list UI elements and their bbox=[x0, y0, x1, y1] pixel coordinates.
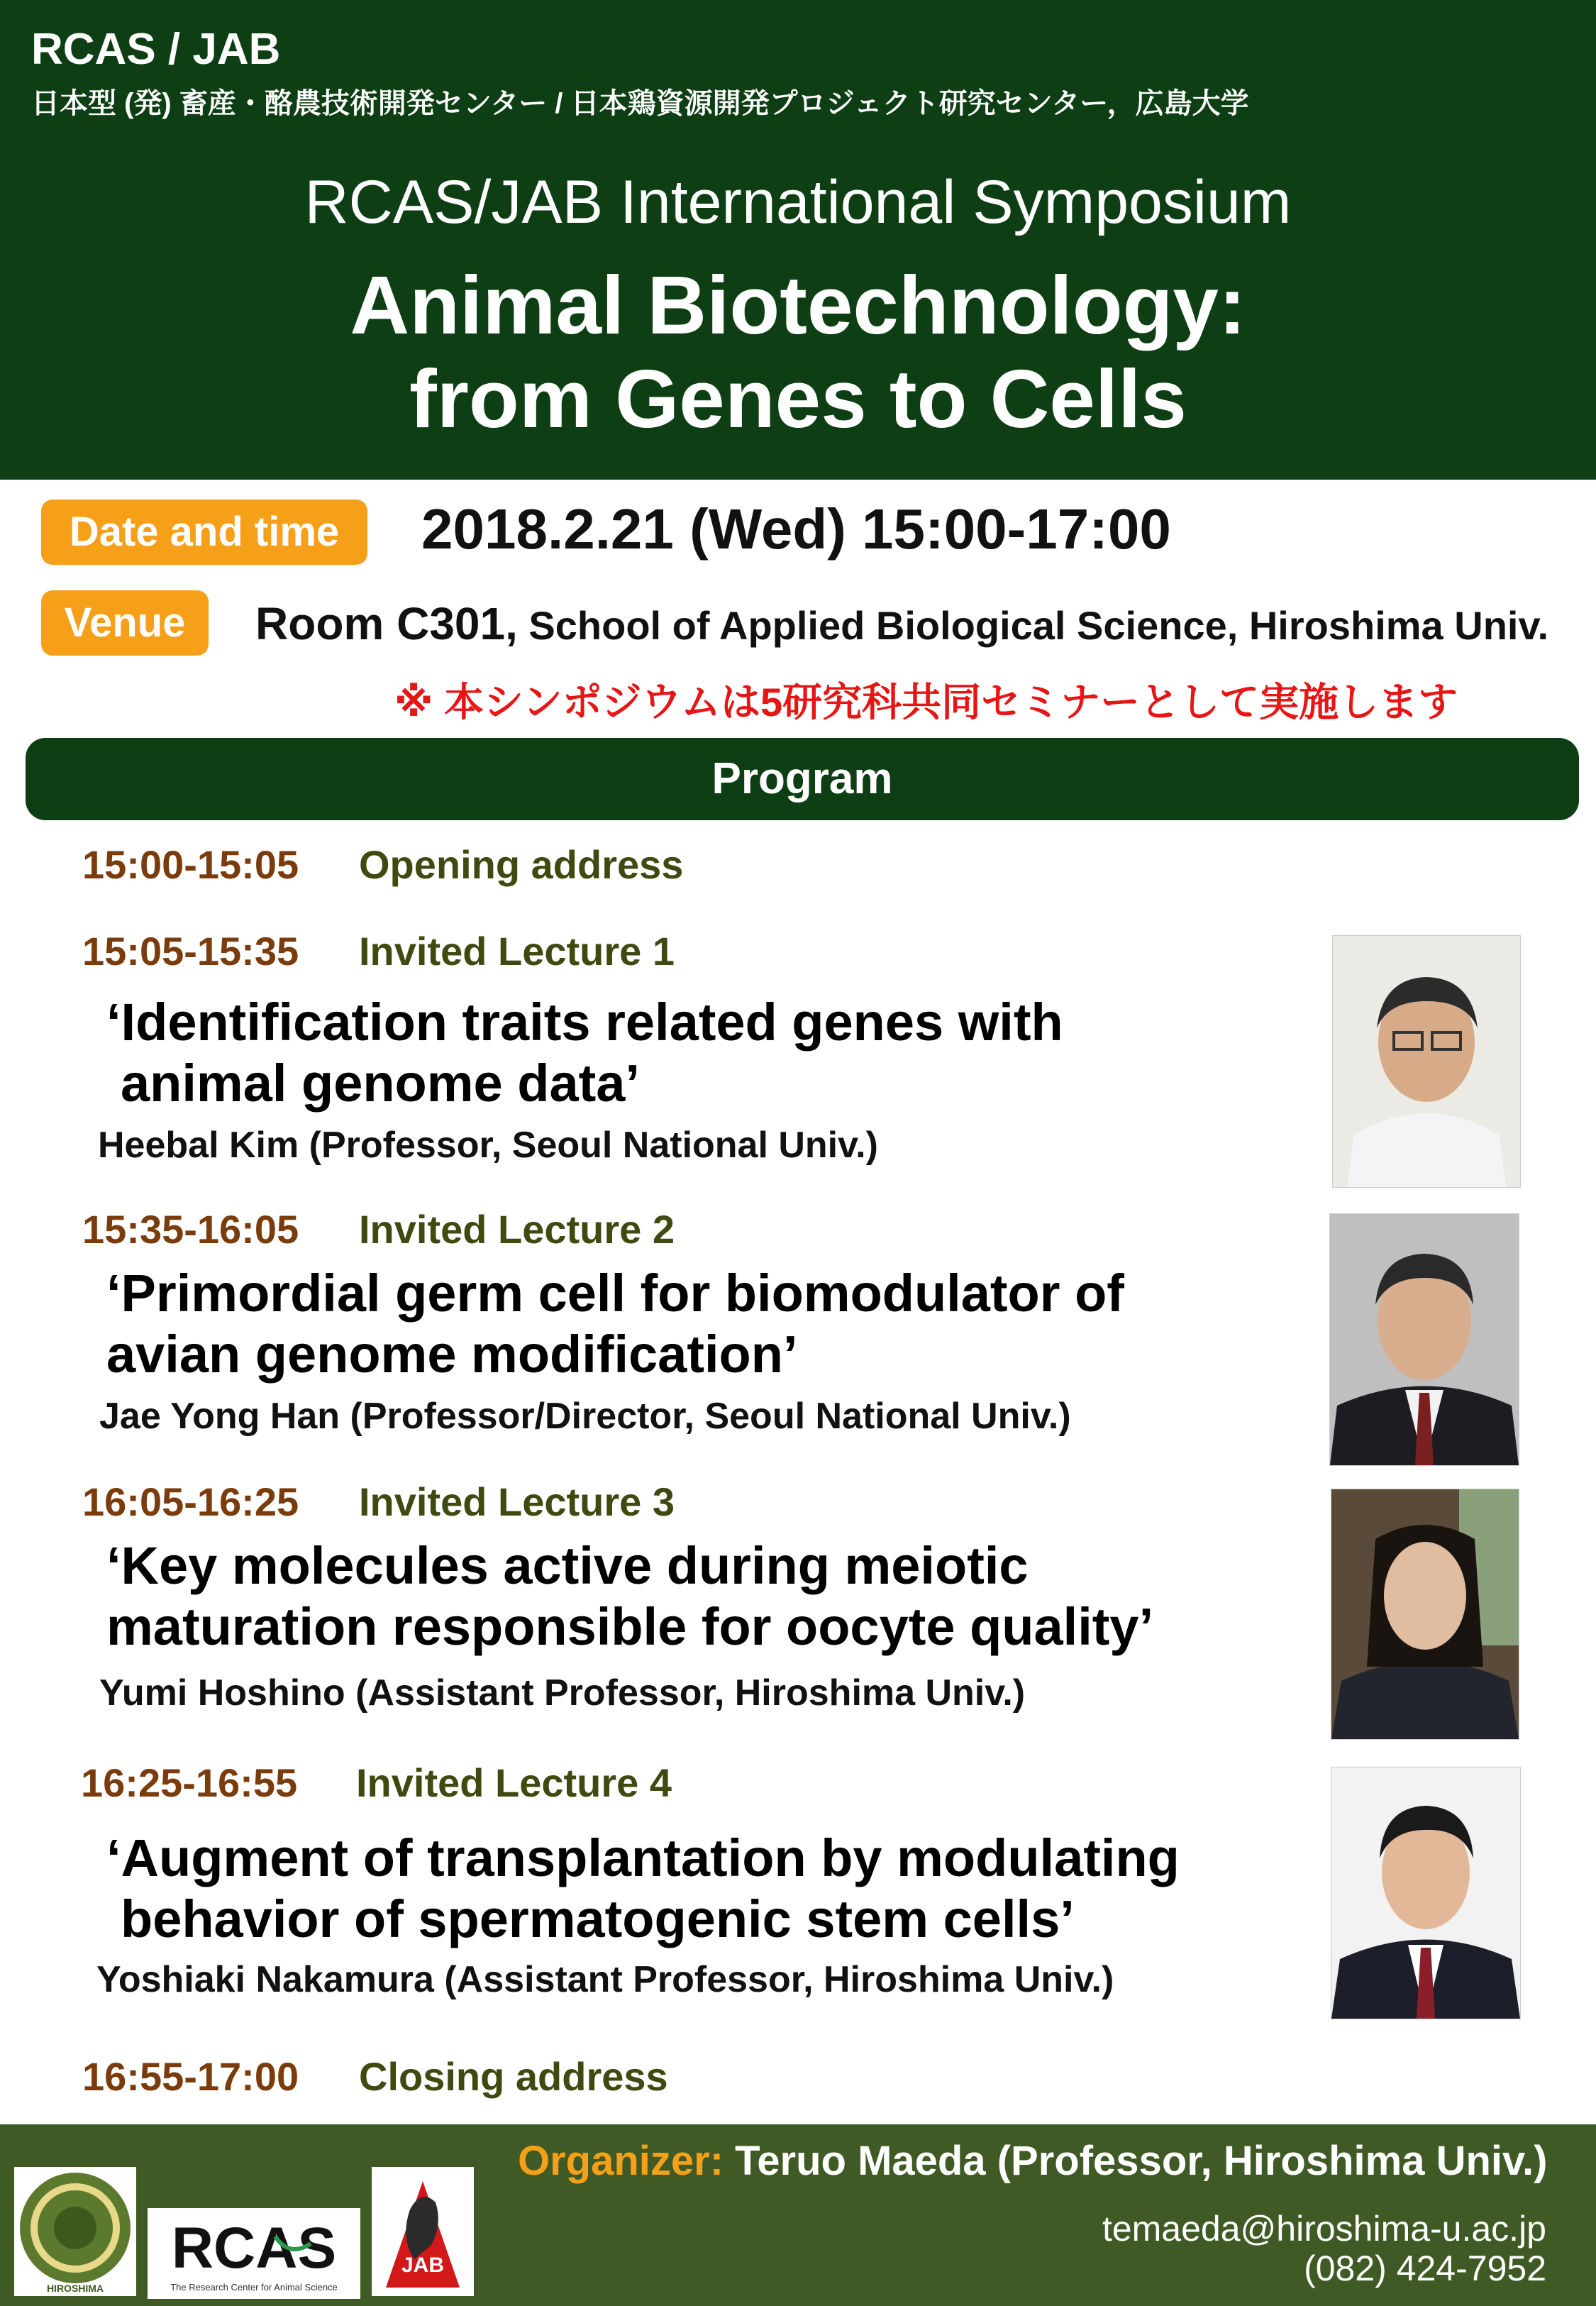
lecture-1-speaker: Heebal Kim (Professor, Seoul National Univ.) bbox=[98, 1125, 878, 1166]
contact-email: temaeda@hiroshima-u.ac.jp bbox=[1102, 2209, 1546, 2249]
program-heading: Program bbox=[26, 738, 1579, 820]
lecture-4-title bbox=[106, 1828, 1180, 1950]
rooster-icon bbox=[372, 2167, 474, 2296]
venue-place: School of Applied Biological Science, Hiroshima Univ. bbox=[517, 603, 1549, 648]
lecture-4-speaker: Yoshiaki Nakamura (Assistant Professor, Hiroshima Univ.) bbox=[96, 1959, 1114, 2000]
person-icon bbox=[1331, 1489, 1519, 1739]
lecture-1-time: 15:05-15:35 bbox=[82, 929, 299, 973]
jab-logo-text: JAB bbox=[401, 2253, 445, 2277]
lecture-1-title-line-2: animal genome data’ bbox=[121, 1054, 640, 1113]
person-icon bbox=[1331, 1767, 1520, 2019]
contact-phone: (082) 424-7952 bbox=[1304, 2249, 1546, 2288]
organizer-name: Teruo Maeda (Professor, Hiroshima Univ.) bbox=[724, 2138, 1548, 2184]
person-icon bbox=[1333, 936, 1520, 1187]
symposium-subtitle: RCAS/JAB International Symposium bbox=[304, 168, 1292, 236]
lecture-1-title bbox=[106, 992, 1063, 1114]
hiroshima-emblem-icon bbox=[14, 2167, 136, 2296]
lecture-3-label: Invited Lecture 3 bbox=[359, 1479, 675, 1524]
title-line-2: from Genes to Cells bbox=[409, 353, 1187, 445]
lecture-3-title-line-1: ‘Key molecules active during meiotic bbox=[106, 1536, 1029, 1595]
lecture-4-time: 16:25-16:55 bbox=[81, 1760, 298, 1805]
org-short-name: RCAS / JAB bbox=[31, 25, 281, 74]
lecture-3-speaker: Yumi Hoshino (Assistant Professor, Hiroshima Univ.) bbox=[99, 1672, 1026, 1714]
lecture-3-time: 16:05-16:25 bbox=[82, 1479, 299, 1524]
jab-logo bbox=[372, 2167, 474, 2296]
lecture-2-title bbox=[106, 1263, 1124, 1385]
rcas-caption: The Research Center for Animal Science bbox=[170, 2282, 338, 2293]
lecture-4-title-line-1: ‘Augment of transplantation by modulating bbox=[106, 1828, 1180, 1887]
lecture-2-speaker: Jae Yong Han (Professor/Director, Seoul National Univ.) bbox=[99, 1396, 1071, 1437]
date-value: 2018.2.21 (Wed) 15:00-17:00 bbox=[421, 497, 1171, 561]
seminar-note: ※ 本シンポジウムは5研究科共同セミナーとして実施します bbox=[394, 680, 1458, 724]
closing-time: 16:55-17:00 bbox=[82, 2054, 299, 2099]
rcas-logo-text: RCAS bbox=[171, 2216, 337, 2280]
title-line-1: Animal Biotechnology: bbox=[350, 259, 1246, 351]
lecture-2-label: Invited Lecture 2 bbox=[359, 1207, 675, 1252]
opening-label: Opening address bbox=[359, 842, 684, 887]
hiroshima-logo-text: HIROSHIMA bbox=[46, 2283, 104, 2294]
lecture-2-time: 15:35-16:05 bbox=[82, 1207, 299, 1252]
rcas-logo-icon bbox=[148, 2208, 360, 2299]
speaker-4-photo bbox=[1331, 1767, 1521, 2019]
lecture-2-title-line-1: ‘Primordial germ cell for biomodulator of bbox=[106, 1264, 1124, 1323]
venue-label-badge: Venue bbox=[41, 590, 209, 656]
lecture-2-title-line-2: avian genome modification’ bbox=[106, 1325, 798, 1384]
venue-value bbox=[255, 597, 1548, 650]
rcas-logo bbox=[148, 2208, 360, 2299]
hiroshima-logo bbox=[14, 2167, 136, 2296]
lecture-3-title bbox=[106, 1535, 1153, 1657]
lecture-3-title-line-2: maturation responsible for oocyte quality’ bbox=[106, 1597, 1154, 1656]
opening-time: 15:00-15:05 bbox=[82, 842, 299, 887]
symposium-title bbox=[0, 258, 1596, 446]
speaker-3-photo bbox=[1331, 1489, 1519, 1740]
lecture-1-label: Invited Lecture 1 bbox=[359, 929, 675, 973]
organizer bbox=[518, 2137, 1547, 2185]
lecture-1-title-line-1: ‘Identification traits related genes with bbox=[106, 993, 1063, 1052]
speaker-1-photo bbox=[1332, 935, 1521, 1188]
date-label-badge: Date and time bbox=[41, 500, 367, 565]
speaker-2-photo bbox=[1329, 1213, 1519, 1466]
person-icon bbox=[1330, 1214, 1519, 1465]
org-full-name: 日本型 (発) 畜産・酪農技術開発センター / 日本鶏資源開発プロジェクト研究センター，広島大学 bbox=[31, 88, 1249, 119]
lecture-4-title-line-2: behavior of spermatogenic stem cells’ bbox=[121, 1890, 1075, 1948]
closing-label: Closing address bbox=[359, 2054, 668, 2099]
venue-room: Room C301, bbox=[255, 598, 518, 649]
organizer-label: Organizer: bbox=[518, 2138, 724, 2184]
lecture-4-label: Invited Lecture 4 bbox=[356, 1760, 672, 1805]
